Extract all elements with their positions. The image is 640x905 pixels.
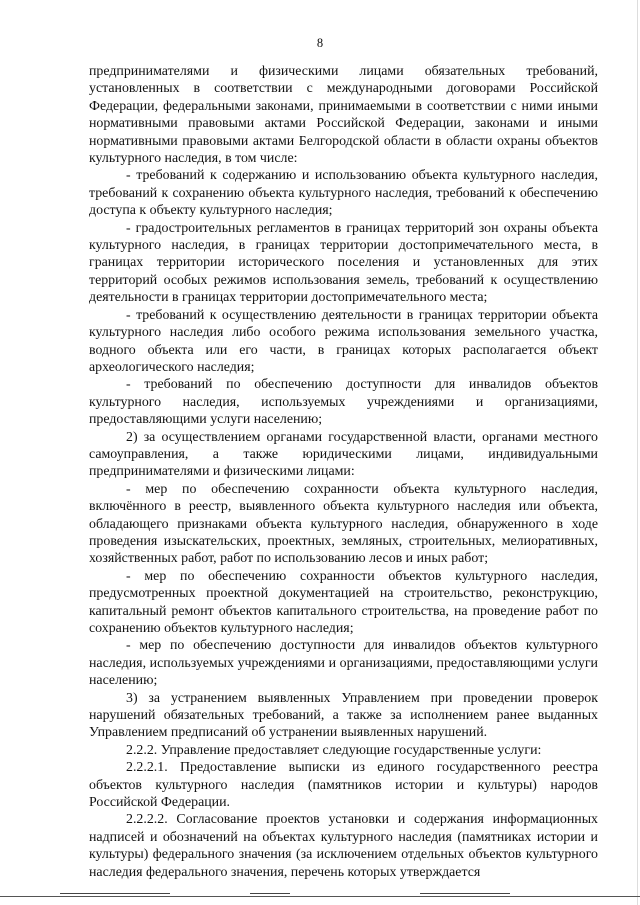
paragraph: 2.2.2. Управление предоставляет следующие государственные услуги: [126,742,542,758]
scan-edge-bottom [0,896,640,897]
paragraph: предпринимателями и физическими лицами обязательных требований, установленных в соответствии с международными договорами Российской Федерации, федеральными законами, принимаемыми в соответствии с ними иными нормативными правовыми актами Российской Федерации, законами и иными нормативными правовыми актами Белгородской области в области охраны объектов культурного наследия, в том числе: [89,64,598,167]
paragraph: - мер по обеспечению доступности для инвалидов объектов культурного наследия, используемых учреждениями и организациями, предоставляющими услуги населению; [89,638,598,689]
paragraph: 2) за осуществлением органами государственной власти, органами местного самоуправления, а также юридическими лицами, индивидуальными предпринимателями и физическими лицами: [89,429,598,480]
scan-artifact-line [420,893,510,894]
paragraph: - мер по обеспечению сохранности объектов культурного наследия, предусмотренных проектной документацией на строительство, реконструкцию, капитальный ремонт объектов капитального строительства, на проведение работ по сохранению объектов культурного наследия; [89,568,598,636]
paragraph: - требований к осуществлению деятельности в границах территории объекта культурного наследия либо особого режима использования земельного участка, водного объекта или его части, в границах которых располагается объект археологического наследия; [89,307,598,375]
paragraph: 2.2.2.1. Предоставление выписки из единого государственного реестра объектов культурного наследия (памятников истории и культуры) народов Российской Федерации. [89,760,598,811]
scan-edge-right [637,0,638,905]
paragraph: - требований по обеспечению доступности для инвалидов объектов культурного наследия, используемых учреждениями и организациями, предоставляющими услуги населению; [89,377,598,428]
paragraph: - требований к содержанию и использованию объекта культурного наследия, требований к сохранению объекта культурного наследия, требований к обеспечению доступа к объекту культурного наследия; [89,168,598,219]
scan-artifact-line [250,893,290,894]
paragraph: - градостроительных регламентов в границах территорий зон охраны объекта культурного наследия, в границах территории достопримечательного места, в границах территории исторического поселения и установленных для этих территорий особых режимов использования земель, требований к осуществлению деятельности в границах территории достопримечательного места; [89,220,598,306]
paragraph: - мер по обеспечению сохранности объекта культурного наследия, включённого в реестр, выявленного объекта культурного наследия или объекта, обладающего признаками объекта культурного наследия, обнаруженного в ходе проведения изыскательских, проектных, земляных, строительных, мелиоративных, хозяйственных работ, работ по использованию лесов и иных работ; [89,481,598,567]
paragraph: 3) за устранением выявленных Управлением при проведении проверок нарушений обязательных требований, а также за исполнением ранее выданных Управлением предписаний об устранении выявленных нарушений. [89,690,598,741]
page-number: 8 [316,36,324,50]
scan-artifact-line [60,893,170,894]
paragraph: 2.2.2.2. Согласование проектов установки и содержания информационных надписей и обозначений на объектах культурного наследия (памятниках истории и культуры) федерального значения (за исключением отдельных объектов культурного наследия федерального значения, перечень которых утверждается [89,812,598,880]
document-body [89,63,598,881]
